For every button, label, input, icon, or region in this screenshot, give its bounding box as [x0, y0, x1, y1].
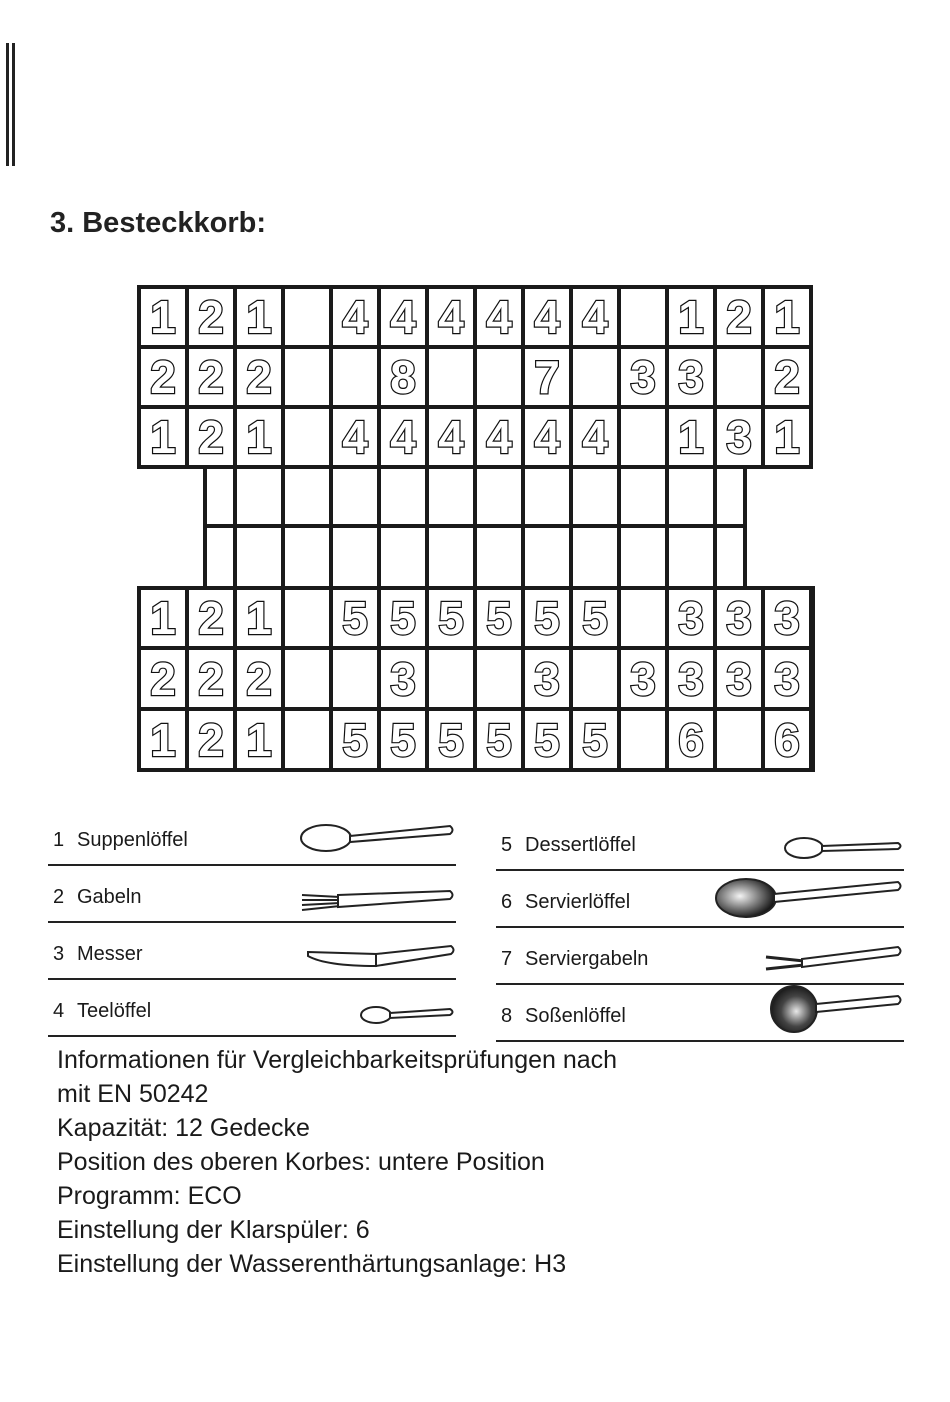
basket-slot: 4 [333, 409, 377, 465]
basket-slot: 4 [573, 409, 617, 465]
basket-slot: 2 [237, 650, 281, 707]
basket-slot: 5 [477, 711, 521, 768]
basket-slot: 2 [141, 650, 185, 707]
basket-slot: 1 [669, 409, 713, 465]
basket-slot: 1 [141, 409, 185, 465]
legend-label: Servierlöffel [525, 891, 631, 913]
basket-slot: 5 [573, 711, 617, 768]
basket-slot [717, 349, 761, 405]
basket-slot: 3 [621, 349, 665, 405]
basket-slot: 5 [333, 590, 377, 646]
info-line: Einstellung der Klarspüler: 6 [57, 1216, 370, 1244]
basket-slot: 2 [189, 289, 233, 345]
basket-slot: 4 [525, 289, 569, 345]
basket-slot: 5 [381, 711, 425, 768]
legend-number: 4 [53, 1000, 65, 1022]
basket-slot [717, 711, 761, 768]
basket-slot: 5 [429, 590, 473, 646]
basket-slot: 1 [765, 409, 809, 465]
teaspoon-icon [360, 1001, 456, 1029]
serving-fork-icon [764, 943, 904, 977]
basket-slot [621, 289, 665, 345]
dessert-spoon-icon [784, 833, 904, 863]
info-line: Position des oberen Korbes: untere Position [57, 1148, 545, 1176]
legend-item-gabeln [48, 866, 456, 923]
basket-slot: 3 [525, 650, 569, 707]
basket-slot [285, 349, 329, 405]
legend-number: 1 [53, 829, 65, 851]
legend-number: 7 [501, 948, 513, 970]
basket-slot: 3 [765, 650, 809, 707]
info-line: Kapazität: 12 Gedecke [57, 1114, 310, 1142]
basket-slot: 4 [429, 289, 473, 345]
basket-slot: 4 [477, 409, 521, 465]
basket-slot [573, 650, 617, 707]
basket-slot: 3 [669, 590, 713, 646]
basket-upper-grid [137, 285, 813, 469]
basket-slot [333, 650, 377, 707]
legend-item-serviergabeln [496, 928, 904, 985]
fork-icon [300, 885, 456, 915]
basket-slot [285, 289, 329, 345]
basket-slot [621, 409, 665, 465]
legend-label: Serviergabeln [525, 948, 649, 970]
basket-slot [429, 650, 473, 707]
legend-label: Gabeln [77, 886, 142, 908]
basket-slot: 2 [189, 409, 233, 465]
basket-slot: 2 [189, 711, 233, 768]
basket-slot: 1 [141, 289, 185, 345]
basket-slot [285, 590, 329, 646]
basket-slot [621, 711, 665, 768]
basket-slot: 3 [717, 409, 761, 465]
basket-slot: 5 [381, 590, 425, 646]
basket-slot: 1 [669, 289, 713, 345]
basket-slot [333, 349, 377, 405]
basket-slot [477, 349, 521, 405]
basket-slot: 5 [333, 711, 377, 768]
basket-lower-grid [137, 586, 815, 772]
basket-slot: 2 [141, 349, 185, 405]
basket-slot: 1 [141, 711, 185, 768]
basket-slot: 3 [765, 590, 809, 646]
basket-slot: 1 [237, 711, 281, 768]
legend-item-sossenloeffel [496, 985, 904, 1042]
legend-number: 5 [501, 834, 513, 856]
legend-item-teeloeffel [48, 980, 456, 1037]
basket-slot: 2 [189, 590, 233, 646]
basket-slot: 6 [765, 711, 809, 768]
legend-label: Suppenlöffel [77, 829, 188, 851]
basket-slot: 5 [477, 590, 521, 646]
basket-slot: 3 [717, 650, 761, 707]
legend-number: 2 [53, 886, 65, 908]
basket-slot: 4 [477, 289, 521, 345]
basket-slot: 5 [573, 590, 617, 646]
basket-slot [477, 650, 521, 707]
basket-slot: 4 [381, 289, 425, 345]
info-line: Einstellung der Wasserenthärtungsanlage: H3 [57, 1250, 567, 1278]
info-line: Informationen für Vergleichbarkeitsprüfungen nach [57, 1046, 618, 1074]
margin-bar [6, 43, 15, 166]
basket-slot: 1 [237, 289, 281, 345]
legend-item-suppenloeffel [48, 809, 456, 866]
basket-slot: 3 [381, 650, 425, 707]
legend-number: 3 [53, 943, 65, 965]
basket-slot: 1 [237, 590, 281, 646]
basket-slot: 3 [669, 650, 713, 707]
basket-slot: 3 [717, 590, 761, 646]
comparison-test-info [57, 1043, 617, 1281]
legend-label: Teelöffel [77, 1000, 152, 1022]
legend-item-servierloeffel [496, 871, 904, 928]
basket-middle-section [203, 466, 747, 588]
soup-spoon-icon [300, 818, 456, 858]
basket-slot [429, 349, 473, 405]
basket-slot: 4 [429, 409, 473, 465]
basket-slot: 2 [189, 650, 233, 707]
basket-slot: 7 [525, 349, 569, 405]
serving-spoon-icon [714, 876, 904, 920]
legend-number: 6 [501, 891, 513, 913]
basket-slot: 8 [381, 349, 425, 405]
legend-number: 8 [501, 1005, 513, 1027]
basket-slot: 1 [765, 289, 809, 345]
basket-slot [285, 650, 329, 707]
legend-label: Dessertlöffel [525, 834, 636, 856]
basket-slot: 5 [525, 590, 569, 646]
basket-slot [285, 711, 329, 768]
basket-slot: 5 [525, 711, 569, 768]
basket-slot: 3 [621, 650, 665, 707]
basket-slot: 4 [381, 409, 425, 465]
basket-slot: 2 [765, 349, 809, 405]
info-line: mit EN 50242 [57, 1080, 209, 1108]
knife-icon [306, 942, 456, 972]
legend-item-messer [48, 923, 456, 980]
legend-item-dessertloeffel [496, 814, 904, 871]
basket-slot: 1 [141, 590, 185, 646]
basket-slot: 4 [333, 289, 377, 345]
ladle-icon [768, 984, 904, 1034]
info-line: Programm: ECO [57, 1182, 242, 1210]
basket-slot: 2 [717, 289, 761, 345]
basket-slot [621, 590, 665, 646]
basket-slot: 2 [237, 349, 281, 405]
legend-label: Soßenlöffel [525, 1005, 626, 1027]
basket-slot: 4 [525, 409, 569, 465]
basket-slot: 6 [669, 711, 713, 768]
basket-slot [573, 349, 617, 405]
basket-slot: 3 [669, 349, 713, 405]
section-title: 3. Besteckkorb: [50, 207, 266, 239]
basket-slot: 2 [189, 349, 233, 405]
basket-slot [285, 409, 329, 465]
basket-slot: 5 [429, 711, 473, 768]
legend-label: Messer [77, 943, 143, 965]
basket-slot: 4 [573, 289, 617, 345]
basket-slot: 1 [237, 409, 281, 465]
